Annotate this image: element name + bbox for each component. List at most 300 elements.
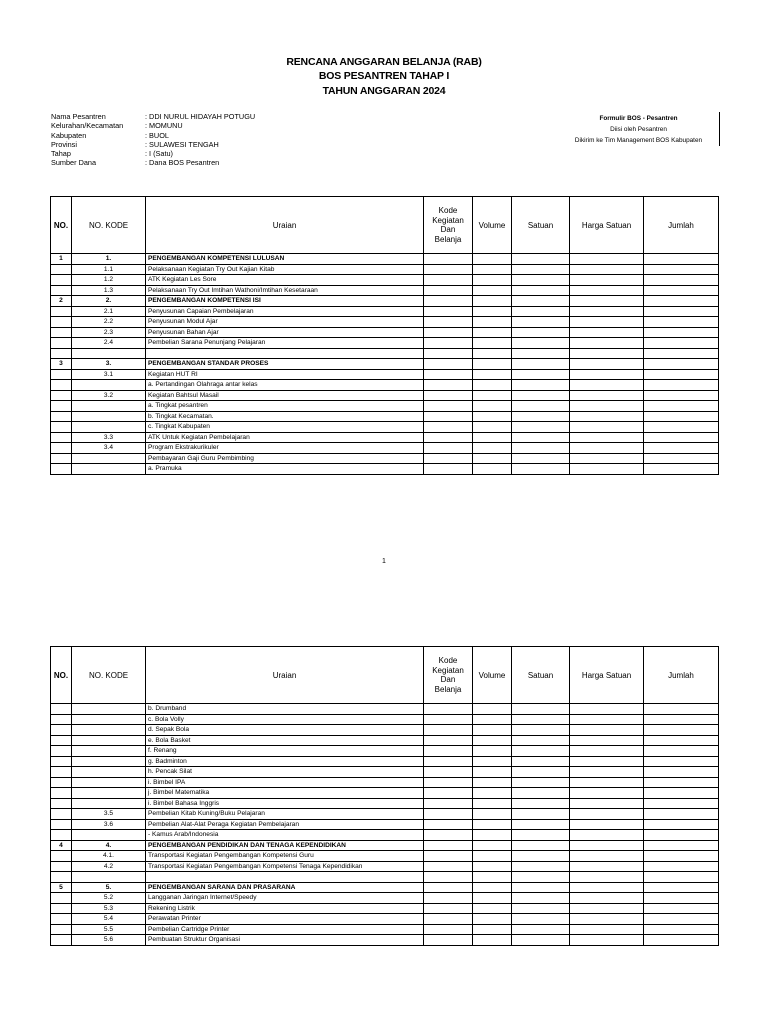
cell-uraian: Pembuatan Struktur Organisasi xyxy=(146,935,424,946)
cell-kode-kegiatan xyxy=(424,254,473,265)
table-row xyxy=(51,798,719,809)
cell-uraian: i. Bimbel IPA xyxy=(146,777,424,788)
cell-no xyxy=(51,306,72,317)
cell-harga xyxy=(570,359,644,370)
cell-jumlah xyxy=(644,830,719,841)
cell-satuan xyxy=(512,830,570,841)
cell-kode: 4. xyxy=(72,840,146,851)
cell-kode-kegiatan xyxy=(424,903,473,914)
cell-uraian: e. Bola Basket xyxy=(146,735,424,746)
cell-volume xyxy=(473,851,512,862)
cell-satuan xyxy=(512,348,570,359)
cell-uraian: j. Bimbel Matematika xyxy=(146,788,424,799)
cell-no xyxy=(51,338,72,349)
cell-harga xyxy=(570,746,644,757)
cell-no xyxy=(51,809,72,820)
cell-kode: 2.1 xyxy=(72,306,146,317)
cell-kode xyxy=(72,872,146,883)
cell-kode: 1.1 xyxy=(72,264,146,275)
cell-satuan xyxy=(512,767,570,778)
cell-kode-kegiatan xyxy=(424,264,473,275)
cell-volume xyxy=(473,275,512,286)
table-row xyxy=(51,317,719,328)
cell-no: 1 xyxy=(51,254,72,265)
cell-kode-kegiatan xyxy=(424,840,473,851)
cell-harga xyxy=(570,411,644,422)
cell-kode xyxy=(72,830,146,841)
cell-no xyxy=(51,788,72,799)
cell-uraian: i. Bimbel Bahasa Inggris xyxy=(146,798,424,809)
cell-satuan xyxy=(512,725,570,736)
cell-harga xyxy=(570,338,644,349)
cell-jumlah xyxy=(644,348,719,359)
cell-kode-kegiatan xyxy=(424,735,473,746)
cell-volume xyxy=(473,746,512,757)
cell-kode-kegiatan xyxy=(424,935,473,946)
cell-satuan xyxy=(512,422,570,433)
cell-jumlah xyxy=(644,401,719,412)
cell-kode xyxy=(72,725,146,736)
cell-no xyxy=(51,411,72,422)
cell-no xyxy=(51,924,72,935)
cell-uraian: c. Bola Volly xyxy=(146,714,424,725)
cell-satuan xyxy=(512,464,570,475)
col-kode-kegiatan-line: Kegiatan xyxy=(432,665,464,675)
cell-no: 2 xyxy=(51,296,72,307)
cell-kode xyxy=(72,453,146,464)
cell-no xyxy=(51,443,72,454)
cell-volume xyxy=(473,327,512,338)
info-value: : BUOL xyxy=(145,130,169,140)
cell-uraian: Rekening Listrik xyxy=(146,903,424,914)
cell-volume xyxy=(473,788,512,799)
cell-jumlah xyxy=(644,756,719,767)
cell-jumlah xyxy=(644,411,719,422)
cell-satuan xyxy=(512,390,570,401)
cell-no xyxy=(51,327,72,338)
cell-volume xyxy=(473,893,512,904)
cell-no xyxy=(51,464,72,475)
cell-kode: 2.2 xyxy=(72,317,146,328)
cell-kode: 2.3 xyxy=(72,327,146,338)
cell-volume xyxy=(473,861,512,872)
info-value: : I (Satu) xyxy=(145,149,173,159)
cell-kode: 3.6 xyxy=(72,819,146,830)
cell-kode xyxy=(72,464,146,475)
cell-satuan xyxy=(512,264,570,275)
cell-kode-kegiatan xyxy=(424,327,473,338)
cell-jumlah xyxy=(644,798,719,809)
cell-jumlah xyxy=(644,914,719,925)
col-kode: NO. KODE xyxy=(72,647,146,704)
cell-kode xyxy=(72,798,146,809)
cell-jumlah xyxy=(644,275,719,286)
budget-table-page2 xyxy=(50,646,719,946)
cell-harga xyxy=(570,935,644,946)
table-header-row xyxy=(51,197,719,254)
table-row xyxy=(51,893,719,904)
cell-kode: 1.2 xyxy=(72,275,146,286)
cell-harga xyxy=(570,809,644,820)
col-no: NO. xyxy=(51,647,72,704)
table-row xyxy=(51,777,719,788)
cell-jumlah xyxy=(644,254,719,265)
table-row xyxy=(51,767,719,778)
cell-uraian: f. Renang xyxy=(146,746,424,757)
table-row xyxy=(51,464,719,475)
cell-uraian: PENGEMBANGAN SARANA DAN PRASARANA xyxy=(146,882,424,893)
doc-title-line2: BOS PESANTREN TAHAP I xyxy=(318,70,450,82)
table-row xyxy=(51,380,719,391)
cell-kode: 4.1. xyxy=(72,851,146,862)
cell-kode-kegiatan xyxy=(424,317,473,328)
form-line2: Dikirim ke Tim Management BOS Kabupaten xyxy=(574,137,703,144)
cell-jumlah xyxy=(644,432,719,443)
cell-uraian: Kegiatan Bahtsul Masail xyxy=(146,390,424,401)
cell-kode: 3.5 xyxy=(72,809,146,820)
cell-jumlah xyxy=(644,725,719,736)
cell-harga xyxy=(570,882,644,893)
cell-jumlah xyxy=(644,777,719,788)
cell-kode xyxy=(72,746,146,757)
cell-kode-kegiatan xyxy=(424,443,473,454)
cell-volume xyxy=(473,924,512,935)
table-row xyxy=(51,840,719,851)
cell-no xyxy=(51,401,72,412)
cell-kode-kegiatan xyxy=(424,798,473,809)
cell-no xyxy=(51,432,72,443)
cell-harga xyxy=(570,704,644,715)
info-row xyxy=(51,112,255,121)
cell-jumlah xyxy=(644,338,719,349)
cell-satuan xyxy=(512,819,570,830)
cell-uraian: Penyusunan Modul Ajar xyxy=(146,317,424,328)
table-row xyxy=(51,830,719,841)
cell-no xyxy=(51,704,72,715)
cell-satuan xyxy=(512,903,570,914)
cell-no xyxy=(51,851,72,862)
cell-kode: 5.3 xyxy=(72,903,146,914)
cell-kode-kegiatan xyxy=(424,746,473,757)
cell-kode xyxy=(72,788,146,799)
col-kode-kegiatan-line: Kode xyxy=(438,656,458,665)
info-label: Nama Pesantren xyxy=(51,112,106,121)
cell-jumlah xyxy=(644,443,719,454)
table-row xyxy=(51,882,719,893)
table-row xyxy=(51,432,719,443)
cell-kode-kegiatan xyxy=(424,767,473,778)
budget-table-page1 xyxy=(50,196,719,475)
cell-kode: 2.4 xyxy=(72,338,146,349)
cell-volume xyxy=(473,777,512,788)
cell-kode: 3.1 xyxy=(72,369,146,380)
info-value: : Dana BOS Pesantren xyxy=(145,158,220,168)
table-row xyxy=(51,756,719,767)
col-kode-kegiatan-line: Belanja xyxy=(434,234,462,244)
page-number: 1 xyxy=(382,558,386,565)
cell-volume xyxy=(473,735,512,746)
table-row xyxy=(51,903,719,914)
cell-satuan xyxy=(512,254,570,265)
cell-no xyxy=(51,264,72,275)
cell-satuan xyxy=(512,756,570,767)
table-row xyxy=(51,369,719,380)
col-kode-kegiatan-line: Kode xyxy=(438,206,458,215)
cell-kode: 5.5 xyxy=(72,924,146,935)
info-label: Tahap xyxy=(51,149,71,159)
cell-harga xyxy=(570,327,644,338)
cell-kode xyxy=(72,714,146,725)
cell-uraian: PENGEMBANGAN KOMPETENSI ISI xyxy=(146,296,424,307)
table-row xyxy=(51,275,719,286)
cell-harga xyxy=(570,735,644,746)
cell-satuan xyxy=(512,369,570,380)
table-row xyxy=(51,914,719,925)
cell-jumlah xyxy=(644,882,719,893)
table-row xyxy=(51,327,719,338)
cell-kode xyxy=(72,777,146,788)
cell-kode: 5.4 xyxy=(72,914,146,925)
cell-harga xyxy=(570,296,644,307)
cell-jumlah xyxy=(644,453,719,464)
cell-kode: 4.2 xyxy=(72,861,146,872)
col-kode: NO. KODE xyxy=(72,197,146,254)
table-row xyxy=(51,411,719,422)
cell-kode-kegiatan xyxy=(424,861,473,872)
cell-jumlah xyxy=(644,285,719,296)
cell-satuan xyxy=(512,411,570,422)
info-label: Kelurahan/Kecamatan xyxy=(51,121,124,131)
cell-jumlah xyxy=(644,935,719,946)
cell-harga xyxy=(570,788,644,799)
cell-jumlah xyxy=(644,809,719,820)
table-row xyxy=(51,390,719,401)
cell-kode-kegiatan xyxy=(424,756,473,767)
table-row xyxy=(51,788,719,799)
cell-kode-kegiatan xyxy=(424,296,473,307)
cell-no xyxy=(51,390,72,401)
cell-kode-kegiatan xyxy=(424,882,473,893)
cell-no xyxy=(51,348,72,359)
cell-no: 4 xyxy=(51,840,72,851)
cell-kode-kegiatan xyxy=(424,725,473,736)
cell-uraian: PENGEMBANGAN PENDIDIKAN DAN TENAGA KEPENDIDIKAN xyxy=(146,840,424,851)
cell-kode-kegiatan xyxy=(424,369,473,380)
cell-jumlah xyxy=(644,464,719,475)
cell-harga xyxy=(570,317,644,328)
col-satuan: Satuan xyxy=(512,197,570,254)
cell-kode-kegiatan xyxy=(424,275,473,286)
cell-uraian: ATK Kegiatan Les Sore xyxy=(146,275,424,286)
cell-satuan xyxy=(512,285,570,296)
table-row xyxy=(51,872,719,883)
cell-harga xyxy=(570,861,644,872)
cell-satuan xyxy=(512,924,570,935)
table-row xyxy=(51,851,719,862)
table-row xyxy=(51,348,719,359)
cell-harga xyxy=(570,725,644,736)
info-value: : MOMUNU xyxy=(145,121,183,131)
cell-harga xyxy=(570,893,644,904)
cell-jumlah xyxy=(644,924,719,935)
cell-jumlah xyxy=(644,264,719,275)
info-row xyxy=(51,149,255,158)
cell-uraian: Program Ekstrakurikuler xyxy=(146,443,424,454)
cell-satuan xyxy=(512,359,570,370)
cell-satuan xyxy=(512,306,570,317)
cell-volume xyxy=(473,903,512,914)
cell-volume xyxy=(473,830,512,841)
cell-harga xyxy=(570,275,644,286)
cell-uraian: PENGEMBANGAN KOMPETENSI LULUSAN xyxy=(146,254,424,265)
cell-kode: 5.2 xyxy=(72,893,146,904)
table-row xyxy=(51,861,719,872)
cell-jumlah xyxy=(644,317,719,328)
cell-harga xyxy=(570,306,644,317)
cell-harga xyxy=(570,348,644,359)
col-satuan: Satuan xyxy=(512,647,570,704)
cell-volume xyxy=(473,882,512,893)
cell-harga xyxy=(570,714,644,725)
cell-uraian: PENGEMBANGAN STANDAR PROSES xyxy=(146,359,424,370)
cell-satuan xyxy=(512,935,570,946)
cell-kode-kegiatan xyxy=(424,285,473,296)
table-row xyxy=(51,443,719,454)
cell-kode-kegiatan xyxy=(424,432,473,443)
col-uraian: Uraian xyxy=(146,197,424,254)
cell-jumlah xyxy=(644,296,719,307)
cell-satuan xyxy=(512,872,570,883)
cell-kode-kegiatan xyxy=(424,830,473,841)
cell-volume xyxy=(473,411,512,422)
cell-kode xyxy=(72,422,146,433)
cell-uraian: b. Tingkat Kecamatan. xyxy=(146,411,424,422)
col-no: NO. xyxy=(51,197,72,254)
cell-kode: 5.6 xyxy=(72,935,146,946)
cell-uraian: a. Pertandingan Olahraga antar kelas xyxy=(146,380,424,391)
cell-kode-kegiatan xyxy=(424,338,473,349)
cell-harga xyxy=(570,872,644,883)
cell-kode: 3.3 xyxy=(72,432,146,443)
cell-volume xyxy=(473,264,512,275)
cell-kode xyxy=(72,411,146,422)
cell-jumlah xyxy=(644,746,719,757)
cell-uraian: b. Drumband xyxy=(146,704,424,715)
cell-volume xyxy=(473,443,512,454)
cell-no xyxy=(51,369,72,380)
cell-jumlah xyxy=(644,704,719,715)
cell-harga xyxy=(570,443,644,454)
table-row xyxy=(51,704,719,715)
cell-harga xyxy=(570,422,644,433)
cell-no: 3 xyxy=(51,359,72,370)
cell-jumlah xyxy=(644,359,719,370)
cell-uraian: d. Sepak Bola xyxy=(146,725,424,736)
cell-uraian xyxy=(146,872,424,883)
cell-kode-kegiatan xyxy=(424,464,473,475)
cell-kode xyxy=(72,704,146,715)
cell-kode-kegiatan xyxy=(424,788,473,799)
cell-uraian: Penyusunan Capaian Pembelajaran xyxy=(146,306,424,317)
cell-uraian: Pembelian Sarana Penunjang Pelajaran xyxy=(146,338,424,349)
cell-jumlah xyxy=(644,788,719,799)
table-row xyxy=(51,264,719,275)
cell-jumlah xyxy=(644,327,719,338)
col-volume: Volume xyxy=(473,197,512,254)
table-row xyxy=(51,935,719,946)
cell-harga xyxy=(570,401,644,412)
cell-jumlah xyxy=(644,840,719,851)
cell-satuan xyxy=(512,809,570,820)
cell-no xyxy=(51,735,72,746)
cell-volume xyxy=(473,914,512,925)
cell-kode: 1. xyxy=(72,254,146,265)
doc-title-line3: TAHUN ANGGARAN 2024 xyxy=(322,85,446,97)
table-row xyxy=(51,725,719,736)
form-divider xyxy=(719,112,720,146)
cell-satuan xyxy=(512,893,570,904)
cell-volume xyxy=(473,306,512,317)
cell-harga xyxy=(570,851,644,862)
cell-no xyxy=(51,453,72,464)
cell-uraian: Transportasi Kegiatan Pengembangan Kompetensi Tenaga Kependidikan xyxy=(146,861,424,872)
cell-no xyxy=(51,767,72,778)
col-kode-kegiatan xyxy=(424,197,473,254)
cell-satuan xyxy=(512,914,570,925)
cell-uraian: - Kamus Arab/Indonesia xyxy=(146,830,424,841)
cell-uraian: a. Tingkat pesantren xyxy=(146,401,424,412)
cell-harga xyxy=(570,369,644,380)
cell-uraian: Pembelian Kitab Kuning/Buku Pelajaran xyxy=(146,809,424,820)
cell-kode-kegiatan xyxy=(424,453,473,464)
table-row xyxy=(51,306,719,317)
cell-jumlah xyxy=(644,369,719,380)
table-row xyxy=(51,714,719,725)
col-kode-kegiatan-line: Kegiatan xyxy=(432,215,464,225)
table-row xyxy=(51,285,719,296)
cell-jumlah xyxy=(644,380,719,391)
cell-jumlah xyxy=(644,893,719,904)
form-line1: Diisi oleh Pesantren xyxy=(610,126,667,133)
cell-kode-kegiatan xyxy=(424,819,473,830)
cell-kode-kegiatan xyxy=(424,777,473,788)
col-jumlah: Jumlah xyxy=(644,647,719,704)
cell-harga xyxy=(570,264,644,275)
cell-uraian: h. Pencak Silat xyxy=(146,767,424,778)
table-row xyxy=(51,809,719,820)
cell-jumlah xyxy=(644,735,719,746)
cell-jumlah xyxy=(644,903,719,914)
cell-volume xyxy=(473,369,512,380)
col-volume: Volume xyxy=(473,647,512,704)
cell-kode-kegiatan xyxy=(424,348,473,359)
cell-harga xyxy=(570,390,644,401)
cell-satuan xyxy=(512,851,570,862)
cell-no xyxy=(51,861,72,872)
table-row xyxy=(51,296,719,307)
cell-no xyxy=(51,935,72,946)
cell-satuan xyxy=(512,317,570,328)
cell-satuan xyxy=(512,704,570,715)
cell-satuan xyxy=(512,746,570,757)
cell-harga xyxy=(570,464,644,475)
cell-kode: 2. xyxy=(72,296,146,307)
cell-no xyxy=(51,285,72,296)
cell-satuan xyxy=(512,401,570,412)
cell-volume xyxy=(473,872,512,883)
cell-uraian: Transportasi Kegiatan Pengembangan Kompetensi Guru xyxy=(146,851,424,862)
cell-kode-kegiatan xyxy=(424,914,473,925)
